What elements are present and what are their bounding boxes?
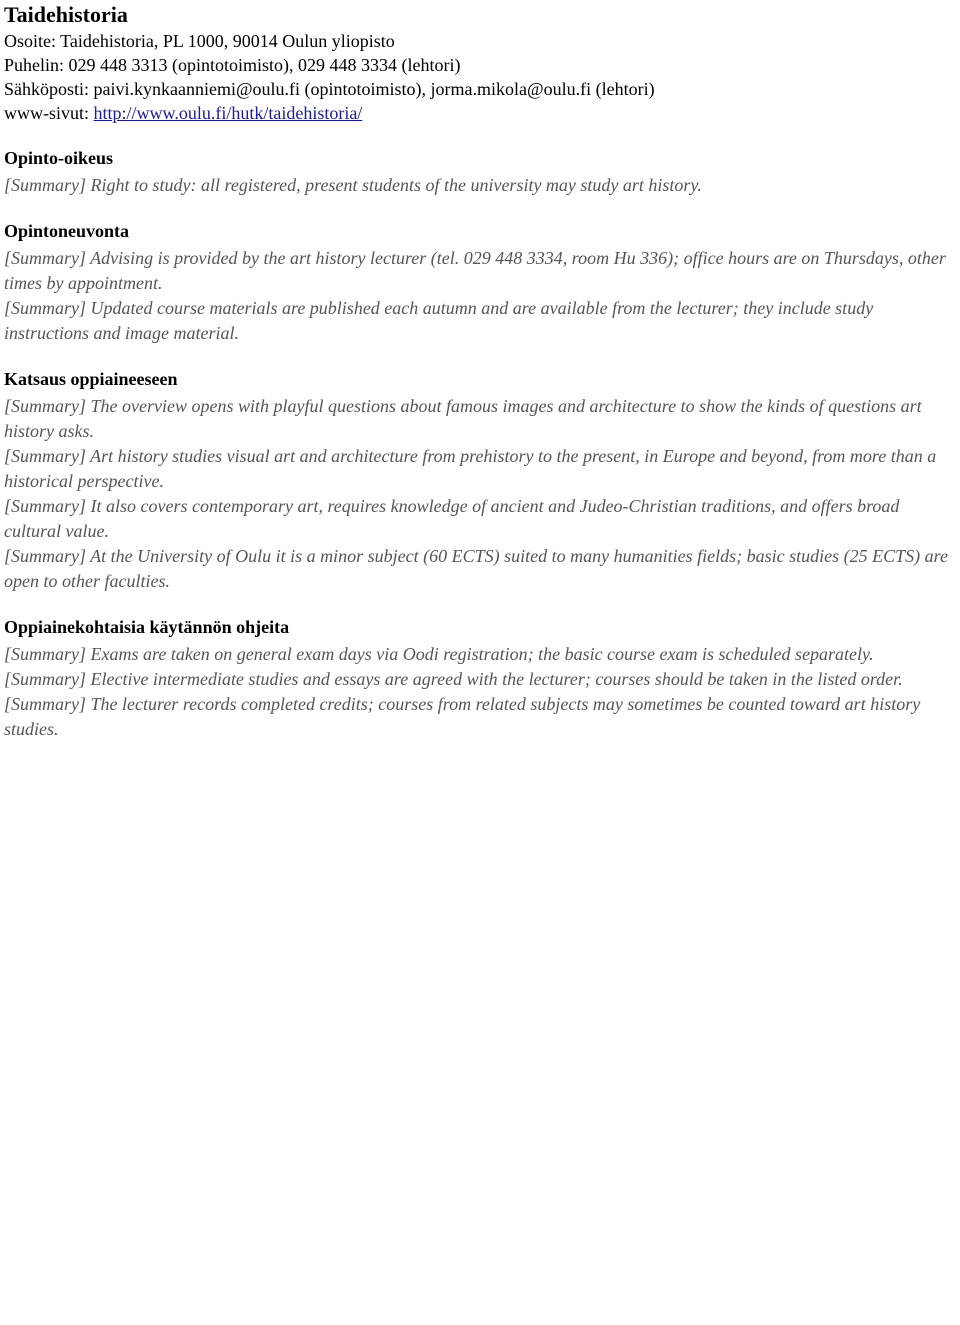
section-opinto-oikeus <box>4 147 954 198</box>
contact-block <box>4 29 954 125</box>
section-ohjeita <box>4 616 954 742</box>
contact-email: Sähköposti: paivi.kynkaanniemi@oulu.fi (opintotoimisto), jorma.mikola@oulu.fi (lehtori) <box>4 79 655 99</box>
section-summary: [Summary] Advising is provided by the art history lecturer (tel. 029 448 3334, room Hu 336); office hours are on Thursdays, other times by appointment. <box>4 248 946 293</box>
section-summary: [Summary] Art history studies visual art and architecture from prehistory to the present, in Europe and beyond, from more than a historical perspective. <box>4 446 937 491</box>
section-heading: Katsaus oppiaineeseen <box>4 369 178 389</box>
section-summary: [Summary] The overview opens with playful questions about famous images and architecture to show the kinds of questions art history asks. <box>4 396 922 441</box>
section-katsaus <box>4 368 954 594</box>
website-link[interactable]: http://www.oulu.fi/hutk/taidehistoria/ <box>93 103 363 123</box>
section-summary: [Summary] Updated course materials are published each autumn and are available from the lecturer; they include study instructions and image material. <box>4 298 874 343</box>
contact-web <box>4 101 954 125</box>
section-heading: Oppiainekohtaisia käytännön ohjeita <box>4 617 290 637</box>
page-title: Taidehistoria <box>4 2 128 27</box>
section-summary: [Summary] The lecturer records completed credits; courses from related subjects may sometimes be counted toward art history studies. <box>4 694 921 739</box>
section-summary: [Summary] At the University of Oulu it is a minor subject (60 ECTS) suited to many humanities fields; basic studies (25 ECTS) are open to other faculties. <box>4 546 948 591</box>
section-summary: [Summary] It also covers contemporary art, requires knowledge of ancient and Judeo-Christian traditions, and offers broad cultural value. <box>4 496 900 541</box>
section-heading: Opintoneuvonta <box>4 221 130 241</box>
section-summary: [Summary] Exams are taken on general exam days via Oodi registration; the basic course exam is scheduled separately. <box>4 644 874 664</box>
section-summary: [Summary] Right to study: all registered, present students of the university may study art history. <box>4 175 702 195</box>
section-opintoneuvonta <box>4 220 954 346</box>
contact-address: Osoite: Taidehistoria, PL 1000, 90014 Oulun yliopisto <box>4 31 395 51</box>
section-summary: [Summary] Elective intermediate studies and essays are agreed with the lecturer; courses should be taken in the listed order. <box>4 669 903 689</box>
contact-phone: Puhelin: 029 448 3313 (opintotoimisto), 029 448 3334 (lehtori) <box>4 55 461 75</box>
section-heading: Opinto-oikeus <box>4 148 114 168</box>
contact-web-label: www-sivut: <box>4 103 94 123</box>
